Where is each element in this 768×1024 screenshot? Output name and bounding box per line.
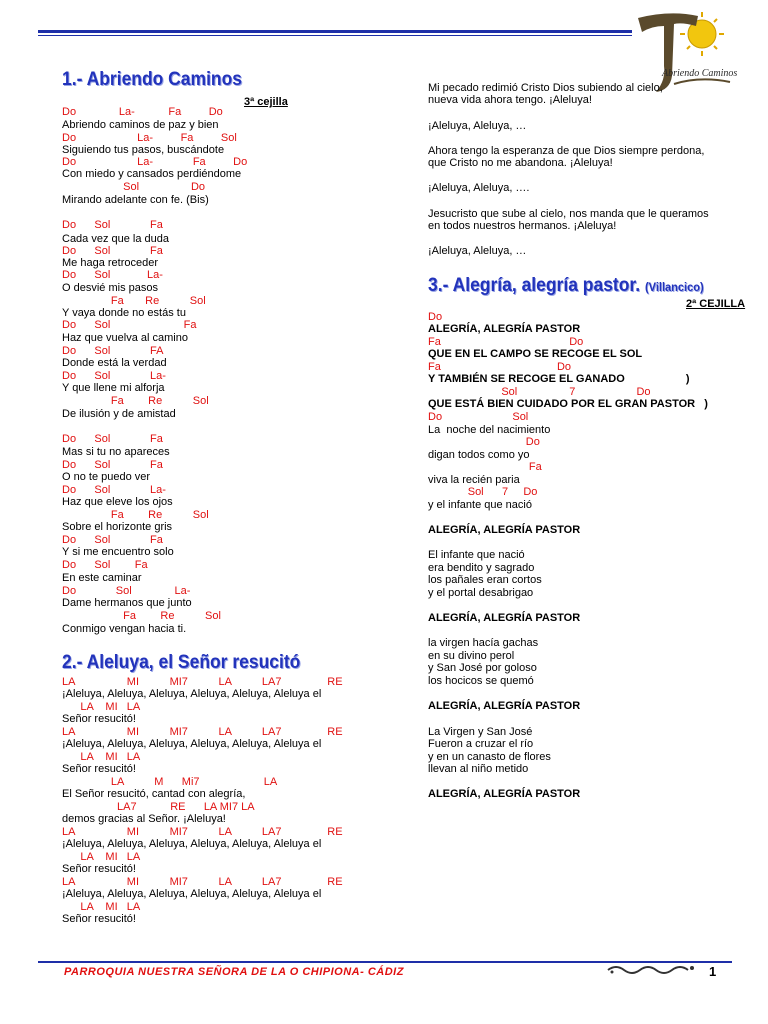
lyric-line: los hocicos se quemó [428, 675, 534, 687]
chord-line: Fa Do [428, 336, 584, 348]
decorative-scroll-icon [606, 962, 698, 976]
chord-line: Fa Do [428, 361, 572, 373]
song-3-cejilla: 2ª CEJILLA [686, 298, 746, 310]
lyric-line: Con miedo y cansados perdiéndome [62, 168, 242, 180]
chord-line: Do La- Fa Sol [62, 132, 237, 144]
chord-line: LA M Mi7 LA [62, 776, 278, 788]
lyric-line: Mas si tu no apareces [62, 446, 170, 458]
lyric-line: Y vaya donde no estás tu [62, 307, 186, 319]
chord-line: Sol 7 Do [428, 486, 538, 498]
chord-line: Do Sol Fa [62, 245, 163, 257]
song-3-title-text: 3.- Alegría, alegría pastor. [428, 275, 641, 296]
chord-line: Do La- Fa Do [62, 106, 223, 118]
chord-line: Do [428, 311, 443, 323]
lyric-line: ALEGRÍA, ALEGRÍA PASTOR [428, 788, 581, 800]
chord-line: LA7 RE LA MI7 LA [62, 801, 255, 813]
chord-line: Fa Re Sol [62, 395, 209, 407]
lyric-line: QUE ESTÁ BIEN CUIDADO POR EL GRAN PASTOR ) [428, 398, 708, 410]
lyric-line: y en un canasto de flores [428, 751, 551, 763]
lyric-line: ALEGRÍA, ALEGRÍA PASTOR [428, 612, 581, 624]
lyric-line: Señor resucitó! [62, 913, 136, 925]
chord-line: Do Sol Fa [62, 534, 163, 546]
lyric-line: en todos nuestros hermanos. ¡Aleluya! [428, 220, 617, 232]
lyric-line: Haz que vuelva al camino [62, 332, 188, 344]
chord-line: Do Sol Fa [62, 433, 163, 445]
lyric-line: ¡Aleluya, Aleluya, …. [428, 182, 530, 194]
lyric-line: Siguiendo tus pasos, buscándote [62, 144, 225, 156]
lyric-line: QUE EN EL CAMPO SE RECOGE EL SOL [428, 348, 643, 360]
lyric-line: ¡Aleluya, Aleluya, Aleluya, Aleluya, Aleluya, Aleluya el [62, 738, 322, 750]
chord-line: Sol 7 Do [428, 386, 651, 398]
lyric-line: O no te puedo ver [62, 471, 151, 483]
chord-line: Fa [428, 461, 542, 473]
lyric-line: los pañales eran cortos [428, 574, 542, 586]
chord-line: LA MI LA [62, 701, 141, 713]
lyric-line: y el infante que nació [428, 499, 532, 511]
lyric-line: Ahora tengo la esperanza de que Dios siempre perdona, [428, 145, 705, 157]
lyric-line: nueva vida ahora tengo. ¡Aleluya! [428, 94, 592, 106]
lyric-line: Abriendo caminos de paz y bien [62, 119, 219, 131]
chord-line: Do La- Fa Do [62, 156, 248, 168]
chord-line: LA MI MI7 LA LA7 RE [62, 826, 343, 838]
lyric-line: Cada vez que la duda [62, 233, 170, 245]
lyric-line: y el portal desabrigao [428, 587, 534, 599]
chord-line: Do Sol Fa [62, 559, 148, 571]
lyric-line: en su divino perol [428, 650, 515, 662]
lyric-line: De ilusión y de amistad [62, 408, 176, 420]
chord-line: Do Sol Fa [62, 319, 197, 331]
lyric-line: llevan al niño metido [428, 763, 529, 775]
chord-line: Fa Re Sol [62, 610, 221, 622]
song-1-title: 1.- Abriendo Caminos [62, 69, 243, 90]
lyric-line: ALEGRÍA, ALEGRÍA PASTOR [428, 524, 581, 536]
lyric-line: ¡Aleluya, Aleluya, … [428, 120, 527, 132]
lyric-line: demos gracias al Señor. ¡Aleluya! [62, 813, 226, 825]
chord-line: LA MI MI7 LA LA7 RE [62, 726, 343, 738]
lyric-line: Mirando adelante con fe. (Bis) [62, 194, 209, 206]
lyric-line: La noche del nacimiento [428, 424, 551, 436]
song-3-subtitle: (Villancico) [644, 280, 704, 294]
lyric-line: Jesucristo que sube al cielo, nos manda que le queramos [428, 208, 709, 220]
chord-line: LA MI LA [62, 751, 141, 763]
lyric-line: O desvié mis pasos [62, 282, 158, 294]
chord-line: Do Sol La- [62, 269, 163, 281]
chord-line: Do Sol [428, 411, 529, 423]
lyric-line: que Cristo no me abandona. ¡Aleluya! [428, 157, 613, 169]
lyric-line: Y que llene mi alforja [62, 382, 165, 394]
lyric-line: ¡Aleluya, Aleluya, Aleluya, Aleluya, Aleluya, Aleluya el [62, 688, 322, 700]
chord-line: Do Sol La- [62, 484, 166, 496]
chord-line: Fa Re Sol [62, 509, 209, 521]
lyric-line: El infante que nació [428, 549, 525, 561]
chord-line: Do Sol La- [62, 370, 166, 382]
chord-line: Do Sol FA [62, 345, 164, 357]
lyric-line: Me haga retroceder [62, 257, 158, 269]
lyric-line: digan todos como yo [428, 449, 530, 461]
lyric-line: ¡Aleluya, Aleluya, Aleluya, Aleluya, Aleluya, Aleluya el [62, 838, 322, 850]
song-2-title: 2.- Aleluya, el Señor resucitó [62, 652, 301, 673]
page-number: 1 [709, 964, 717, 979]
song-1-cejilla: 3ª cejilla [244, 96, 288, 108]
lyric-line: ALEGRÍA, ALEGRÍA PASTOR [428, 700, 581, 712]
lyric-line: Conmigo vengan hacia ti. [62, 623, 187, 635]
chord-line: Do Sol La- [62, 585, 191, 597]
lyric-line: y San José por goloso [428, 662, 537, 674]
lyric-line: La Virgen y San José [428, 726, 533, 738]
lyric-line: En este caminar [62, 572, 142, 584]
lyric-line: Donde está la verdad [62, 357, 167, 369]
lyric-line: Señor resucitó! [62, 763, 136, 775]
chord-line: Do Sol Fa [62, 459, 163, 471]
lyric-line: ¡Aleluya, Aleluya, Aleluya, Aleluya, Aleluya, Aleluya el [62, 888, 322, 900]
chord-line: LA MI MI7 LA LA7 RE [62, 676, 343, 688]
header-rule-thin [38, 35, 632, 36]
chord-line: LA MI LA [62, 901, 141, 913]
lyric-line: Y TAMBIÉN SE RECOGE EL GANADO ) [428, 373, 690, 385]
lyric-line: Dame hermanos que junto [62, 597, 192, 609]
lyric-line: viva la recién paria [428, 474, 520, 486]
lyric-line: Haz que eleve los ojos [62, 496, 173, 508]
lyric-line: Y si me encuentro solo [62, 546, 174, 558]
chord-line: LA MI MI7 LA LA7 RE [62, 876, 343, 888]
lyric-line: Fueron a cruzar el río [428, 738, 534, 750]
header-rule [38, 30, 632, 33]
chord-line: Fa Re Sol [62, 295, 206, 307]
footer-parish: PARROQUIA NUESTRA SEÑORA DE LA O CHIPIONA- CÁDIZ [64, 966, 404, 978]
chord-line: Do Sol Fa [62, 219, 163, 231]
song-3-title [428, 275, 704, 298]
lyric-line: Sobre el horizonte gris [62, 521, 173, 533]
lyric-line: Señor resucitó! [62, 863, 136, 875]
lyric-line: era bendito y sagrado [428, 562, 535, 574]
chord-line: Sol Do [62, 181, 206, 193]
chord-line: LA MI LA [62, 851, 141, 863]
lyric-line: ALEGRÍA, ALEGRÍA PASTOR [428, 323, 581, 335]
lyric-line: Mi pecado redimió Cristo Dios subiendo al cielo, [428, 82, 663, 94]
chord-line: Do [428, 436, 540, 448]
logo-text: Abriendo Caminos [662, 68, 738, 79]
lyric-line: Señor resucitó! [62, 713, 136, 725]
lyric-line: El Señor resucitó, cantad con alegría, [62, 788, 246, 800]
lyric-line: ¡Aleluya, Aleluya, … [428, 245, 527, 257]
lyric-line: la virgen hacía gachas [428, 637, 539, 649]
